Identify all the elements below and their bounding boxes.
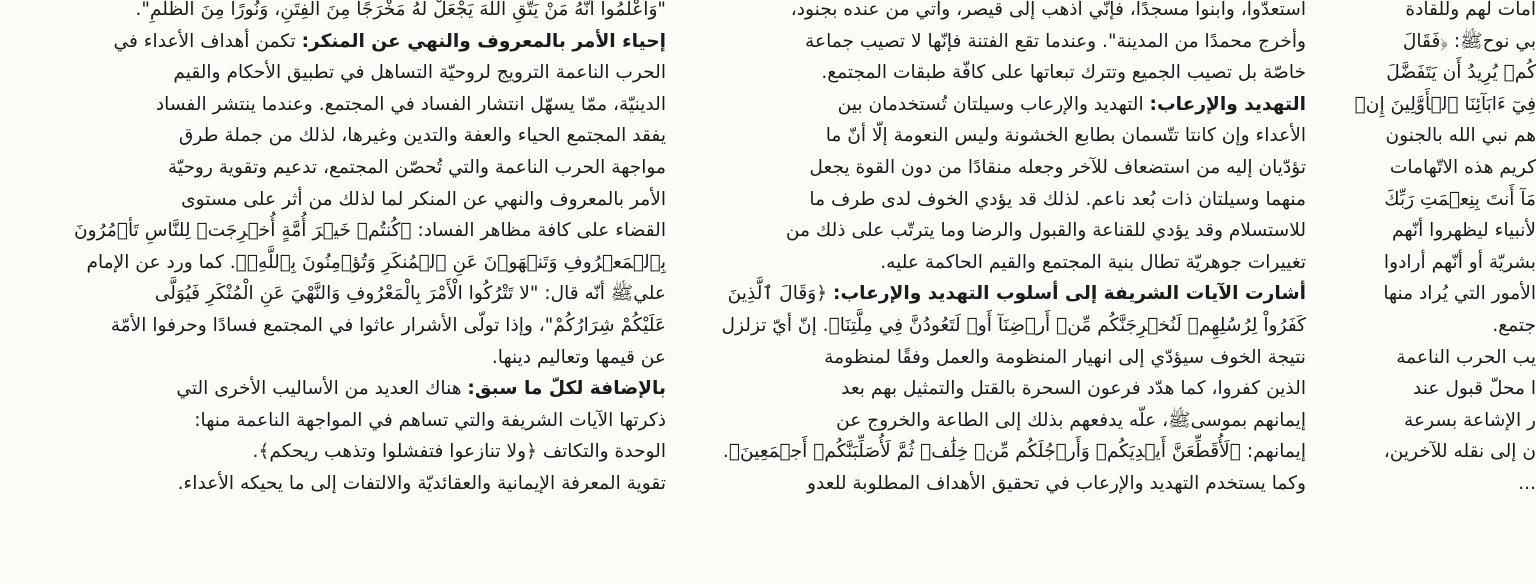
paragraph-heading: أشارت الآيات الشريفة إلى أسلوب التهديد والإرعاب: [833, 283, 1306, 305]
text-run: الأعداء وإن كانتا تتّسمان بطابع الخشونة وليس النعومة إلّا أنّ ما [825, 125, 1306, 147]
text-run: ... [1518, 472, 1536, 494]
text-line [2, 89, 666, 121]
text-run: القضاء على كافة مظاهر الفساد: ﴿كُنتُمۡ خَيۡرَ أُمَّةٍ أُخۡرِجَتۡ لِلنَّاسِ تَأۡمُرُونَ [74, 220, 666, 242]
text-line [694, 26, 1306, 58]
text-run: كُمۡ يُرِيدُ أَن يَتَفَضَّلَ [1386, 62, 1536, 84]
text-line [694, 215, 1306, 247]
text-run: الحرب الناعمة الترويج لروحيّة التساهل في تطبيق الأحكام والقيم [173, 62, 666, 84]
text-line [2, 152, 666, 184]
text-line [2, 247, 666, 279]
text-line [1326, 152, 1536, 184]
text-run: هم نبي الله بالجنون [1385, 125, 1536, 147]
text-line [694, 310, 1306, 342]
text-run: وأخرج محمدًا من المدينة". وعندما تقع الفتنة فإنّها لا تصيب جماعة [805, 30, 1306, 52]
text-run: الوحدة والتكاتف ﴿ولا تنازعوا فتفشلوا وتذهب ريحكم﴾. [252, 441, 666, 463]
text-run: كريم هذه الاتّهامات [1389, 156, 1536, 178]
text-run: ر الإشاعة بسرعة [1404, 409, 1536, 431]
text-run: لأنبياء ليظهروا أنّهم [1391, 220, 1536, 242]
text-line [694, 278, 1306, 310]
text-run: ا محلّ قبول عند [1412, 378, 1536, 400]
text-run: هناك العديد من الأساليب الأخرى التي [176, 378, 468, 400]
text-run: استعدّوا، وابنوا مسجدًا، فإنّي أذهب إلى قيصر، وآتي من عنده بجنود، [790, 0, 1306, 20]
text-line [694, 57, 1306, 89]
right-text-column [1326, 0, 1536, 500]
text-line [2, 215, 666, 247]
text-line [2, 342, 666, 374]
text-line [2, 310, 666, 342]
text-line [694, 89, 1306, 121]
text-run: ذكرتها الآيات الشريفة والتي تساهم في المواجهة الناعمة منها: [194, 409, 666, 431]
text-run: الأمور التي يُراد منها [1383, 283, 1536, 305]
text-line [2, 57, 666, 89]
text-line [694, 373, 1306, 405]
text-run: التهديد والإرعاب وسيلتان تُستخدمان بين [837, 93, 1150, 115]
text-run: نتيجة الخوف سيؤدّي إلى انهيار المنظومة والعمل وفقًا لمنظومة [824, 346, 1306, 368]
text-line [2, 278, 666, 310]
text-run: كَفَرُواْ لِرُسُلِهِمۡ لَنُخۡرِجَنَّكُم مِّنۡ أَرۡضِنَآ أَوۡ لَتَعُودُنَّ فِي مِلَّتِنَا﴾. إنّ أيّ تزلزل [721, 314, 1306, 336]
text-run: تؤدّيان إليه من استضعاف للآخر وجعله منقادًا من دون القوة يجعل [809, 156, 1306, 178]
text-line [2, 468, 666, 500]
text-run: فِيٓ ءَابَآئِنَا ٱلۡأَوَّلِينَ إِنۡ [1354, 93, 1536, 115]
text-line [1326, 26, 1536, 58]
text-run: إيمانهم: ﴿لَأُقَطِّعَنَّ أَيۡدِيَكُمۡ وَأَرۡجُلَكُم مِّنۡ خِلَٰفٖ ثُمَّ لَأُصَلِّبَنَّكُمۡ أَجۡمَعِينَ﴾. [722, 441, 1306, 463]
text-line [694, 0, 1306, 26]
middle-text-column [694, 0, 1306, 500]
text-line [2, 120, 666, 152]
text-run: تكمن أهداف الأعداء في [113, 30, 302, 52]
text-run: إيمانهم بموسىﷺ، علّه يدفعهم بذلك إلى الطاعة والخروج عن [836, 409, 1306, 431]
text-line [1326, 184, 1536, 216]
text-run: للاستسلام وقد يؤدي للقناعة والقبول والرضا وما يترتّب على ذلك من [785, 220, 1306, 242]
text-run: عليﷺ أنّه قال: "لا تَتْرُكُوا الْأَمْرَ بِالْمَعْرُوفِ وَالنَّهْيَ عَنِ الْمُنْكَرِ فَيُوَلَّى [154, 283, 666, 305]
text-line [1326, 215, 1536, 247]
text-line [1326, 405, 1536, 437]
text-line [1326, 57, 1536, 89]
left-text-column [2, 0, 666, 500]
text-line [694, 184, 1306, 216]
text-line [694, 152, 1306, 184]
text-run: وكما يستخدم التهديد والإرعاب في تحقيق الأهداف المطلوبة للعدو [806, 472, 1306, 494]
text-line [2, 0, 666, 26]
text-run: امات لهم وللقادة [1405, 0, 1536, 20]
text-line [1326, 468, 1536, 500]
paragraph-heading: بالإضافة لكلّ ما سبق: [467, 378, 666, 400]
text-line [2, 373, 666, 405]
text-line [1326, 0, 1536, 26]
text-run: بِٱلۡمَعۡرُوفِ وَتَنۡهَوۡنَ عَنِ ٱلۡمُنكَرِ وَتُؤۡمِنُونَ بِٱللَّهِۗ﴾. كما ورد عن الإمام [86, 251, 666, 273]
text-run: يفقد المجتمع الحياء والعفة والتدين وغيرها، لذلك من جملة طرق [178, 125, 666, 147]
text-run: عَلَيْكُمْ شِرَارُكُمْ"، وإذا تولّى الأشرار عاثوا في المجتمع فسادًا وحرفوا الأمّة [110, 314, 666, 336]
text-run: "وَاعْلَمُوا أَنَّهُ مَنْ يَتَّقِ اللَّهَ يَجْعَلْ لَهُ مَخْرَجًا مِنَ الْفِتَنِ، وَنُورًا مِنَ الظُّلَمِ". [135, 0, 666, 20]
text-line [1326, 436, 1536, 468]
text-run: جتمع. [1492, 314, 1536, 336]
text-run: عن قيمها وتعاليم دينها. [491, 346, 666, 368]
text-run: تغييرات جوهريّة تطال بنية المجتمع والقيم الحاكمة عليه. [880, 251, 1306, 273]
text-run: يب الحرب الناعمة [1396, 346, 1536, 368]
text-run: الأمر بالمعروف والنهي عن المنكر لما لذلك من أثر على مستوى [181, 188, 666, 210]
text-line [694, 405, 1306, 437]
text-line [694, 436, 1306, 468]
text-run: ﴿وَقَالَ ٱلَّذِينَ [727, 283, 834, 305]
text-line [694, 468, 1306, 500]
text-run: خاصّة بل تصيب الجميع وتترك تبعاتها على كافّة طبقات المجتمع. [821, 62, 1306, 84]
text-run: مواجهة الحرب الناعمة والتي تُحصّن المجتمع، تدعيم وتقوية روحيّة [167, 156, 666, 178]
text-line [2, 184, 666, 216]
text-run: الدينيّة، ممّا يسهّل انتشار الفساد في المجتمع. وعندما ينتشر الفساد [155, 93, 666, 115]
text-run: منهما وسيلتان ذات بُعد ناعم. لذلك قد يؤدي الخوف لدى طرف ما [809, 188, 1306, 210]
text-line [694, 247, 1306, 279]
text-line [1326, 373, 1536, 405]
text-run: مَآ أَنتَ بِنِعۡمَتِ رَبِّكَ [1384, 188, 1536, 210]
text-line [2, 405, 666, 437]
text-run: الذين كفروا، كما هدّد فرعون السحرة بالقتل والتمثيل بهم بعد [841, 378, 1306, 400]
text-line [1326, 89, 1536, 121]
text-line [694, 342, 1306, 374]
text-line [1326, 247, 1536, 279]
text-line [2, 26, 666, 58]
text-run: بشريّة أو أنّهم أرادوا [1383, 251, 1536, 273]
text-line [1326, 278, 1536, 310]
text-line [1326, 310, 1536, 342]
text-line [2, 436, 666, 468]
paragraph-heading: إحياء الأمر بالمعروف والنهي عن المنكر: [301, 30, 666, 52]
text-run: ن إلى نقله للآخرين، [1383, 441, 1536, 463]
text-run: بي نوحﷺ: ﴿فَقَالَ [1402, 30, 1536, 52]
paragraph-heading: التهديد والإرعاب: [1149, 93, 1306, 115]
text-line [1326, 120, 1536, 152]
text-line [1326, 342, 1536, 374]
text-run: تقوية المعرفة الإيمانية والعقائديّة والالتفات إلى ما يحيكه الأعداء. [177, 472, 666, 494]
text-line [694, 120, 1306, 152]
